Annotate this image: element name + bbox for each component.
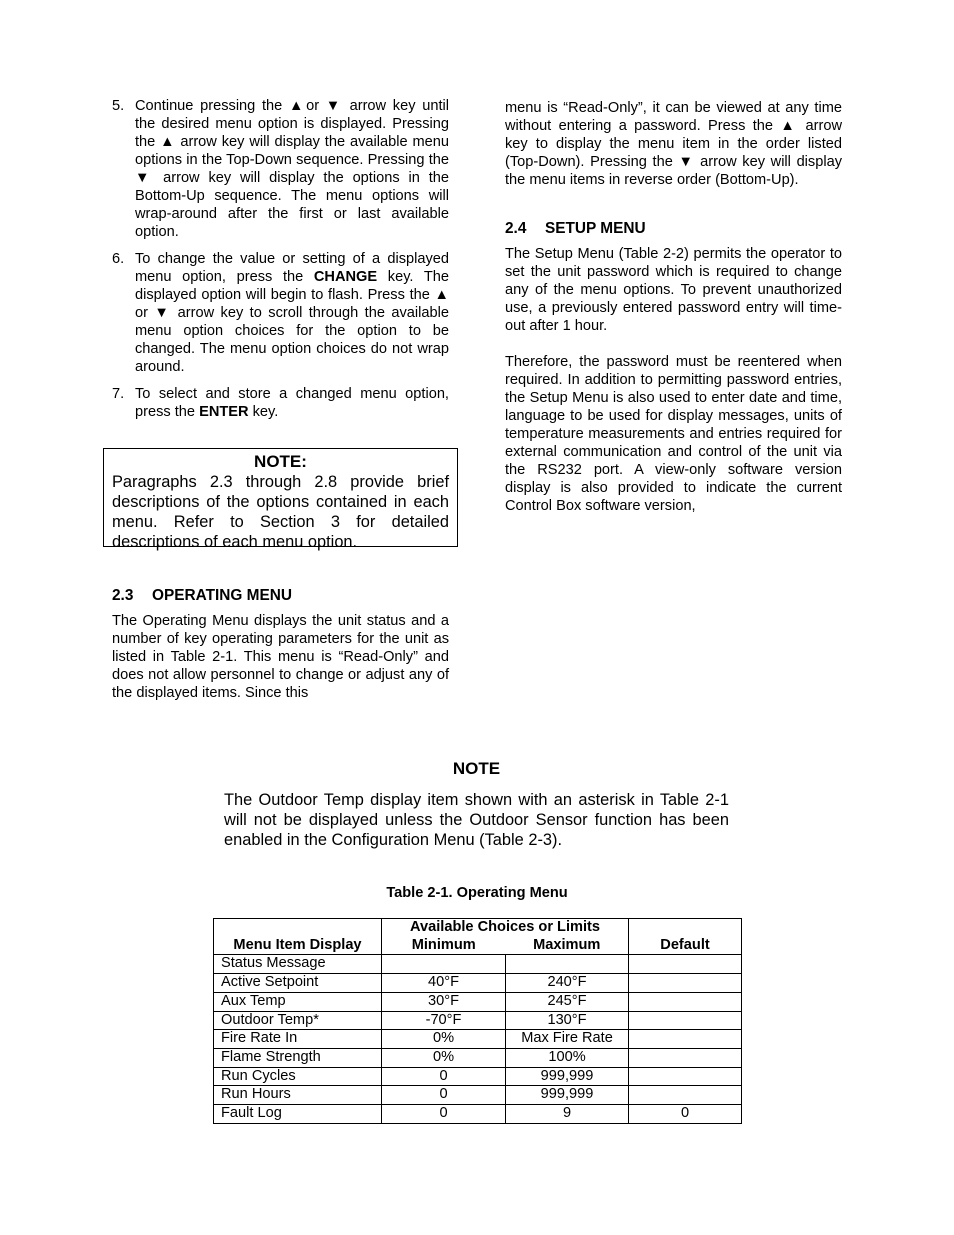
cell-default [629, 992, 742, 1011]
cell-max: 240°F [506, 974, 629, 993]
header-menu-item: Menu Item Display [214, 919, 382, 955]
section-2-3-text: The Operating Menu displays the unit status and a number of key operating parameters for the unit as listed in Table 2-1. This menu is “Read-Only” and does not allow personnel to change or adjust any of the displayed items. Since this [112, 613, 449, 701]
cell-min: 0 [382, 1105, 506, 1124]
cell-min: -70°F [382, 1011, 506, 1030]
step-number: 6. [112, 251, 125, 267]
note-body: The Outdoor Temp display item shown with an asterisk in Table 2-1 will not be displayed unless the Outdoor Sensor function has been enabled in the Configuration Menu (Table 2-3). [224, 791, 729, 849]
cell-default [629, 1048, 742, 1067]
cell-max: 999,999 [506, 1086, 629, 1105]
procedure-steps [112, 97, 449, 430]
operating-menu-table [213, 918, 742, 1124]
cell-default [629, 1011, 742, 1030]
header-minimum: Minimum [382, 937, 506, 955]
change-key-label: CHANGE [313, 269, 378, 285]
cell-max: 245°F [506, 992, 629, 1011]
table-row [214, 1048, 742, 1067]
operating-menu-continuation: menu is “Read-Only”, it can be viewed at any time without entering a password. Press the ▲ arrow key to display the menu item in the order listed (Top-Down). Pressing the ▼ arrow key will display the menu items in reverse order (Bottom-Up). [505, 100, 842, 188]
cell-min: 0 [382, 1086, 506, 1105]
section-heading: 2.4 SETUP MENU [505, 220, 646, 237]
cell-max: 999,999 [506, 1067, 629, 1086]
cell-default [629, 955, 742, 974]
section-2-3 [112, 587, 449, 702]
cell-max: 130°F [506, 1011, 629, 1030]
note-title: NOTE [452, 759, 501, 778]
header-default: Default [629, 919, 742, 955]
cell-min: 0% [382, 1030, 506, 1049]
step-text: Continue pressing the ▲or ▼ arrow key until the desired menu option is displayed. Pressing the ▲ arrow key will display the available menu options in the Top-Down sequence. Pressing the ▼ arrow key will display the options in the Bottom-Up sequence. The menu options will wrap-around after the first or last available option. [135, 98, 449, 240]
cell-min: 40°F [382, 974, 506, 993]
table-caption: Table 2-1. Operating Menu [386, 885, 568, 901]
cell-max: 9 [506, 1105, 629, 1124]
step-6 [112, 250, 449, 376]
step-5 [112, 97, 449, 241]
cell-item: Fire Rate In [214, 1030, 382, 1049]
enter-key-label: ENTER [199, 404, 249, 420]
header-available-choices: Available Choices or Limits [382, 919, 629, 937]
step-7 [112, 385, 449, 421]
step-number: 5. [112, 98, 125, 114]
table-row [214, 1067, 742, 1086]
setup-menu-para-2: Therefore, the password must be reentered when required. In addition to permitting password entries, the Setup Menu is also used to enter date and time, language to be used for display messages, units of temperature measurements and entries required for external communication and control of the unit via the RS232 port. A view-only software version display is also provided to indicate the current Control Box software version, [505, 354, 842, 514]
cell-item: Active Setpoint [214, 974, 382, 993]
cell-min: 30°F [382, 992, 506, 1011]
cell-default: 0 [629, 1105, 742, 1124]
section-heading: 2.3 OPERATING MENU [112, 587, 292, 604]
cell-item: Flame Strength [214, 1048, 382, 1067]
cell-max [506, 955, 629, 974]
table-row [214, 1030, 742, 1049]
cell-default [629, 1030, 742, 1049]
cell-min [382, 955, 506, 974]
header-maximum: Maximum [506, 937, 629, 955]
cell-item: Run Hours [214, 1086, 382, 1105]
note-box-title: NOTE: [254, 452, 307, 471]
cell-default [629, 1086, 742, 1105]
note-box-body: Paragraphs 2.3 through 2.8 provide brief descriptions of the options contained in each menu. Refer to Section 3 for detailed descriptions of each menu option. [112, 473, 449, 551]
cell-max: 100% [506, 1048, 629, 1067]
note-box [103, 448, 458, 551]
step-text: To select and store a changed menu option, press the ENTER key. [135, 386, 449, 420]
section-2-4 [505, 220, 842, 515]
setup-menu-para-1: The Setup Menu (Table 2-2) permits the operator to set the unit password which is required to change any of the menu options. To prevent unauthorized use, a previously entered password entry will time-out after 1 hour. [505, 246, 842, 334]
cell-min: 0 [382, 1067, 506, 1086]
cell-item: Fault Log [214, 1105, 382, 1124]
step-number: 7. [112, 386, 125, 402]
cell-default [629, 1067, 742, 1086]
cell-item: Outdoor Temp* [214, 1011, 382, 1030]
cell-item: Aux Temp [214, 992, 382, 1011]
cell-max: Max Fire Rate [506, 1030, 629, 1049]
table-row [214, 1011, 742, 1030]
table-row [214, 1105, 742, 1124]
step-text: To change the value or setting of a displayed menu option, press the CHANGE key. The displayed option will begin to flash. Press the ▲ or ▼ arrow key to scroll through the available menu option choices for the option to be changed. The menu option choices do not wrap around. [135, 251, 449, 375]
cell-item: Status Message [214, 955, 382, 974]
table-row [214, 955, 742, 974]
table-row [214, 974, 742, 993]
cell-default [629, 974, 742, 993]
table-row [214, 992, 742, 1011]
table-row [214, 1086, 742, 1105]
cell-min: 0% [382, 1048, 506, 1067]
cell-item: Run Cycles [214, 1067, 382, 1086]
